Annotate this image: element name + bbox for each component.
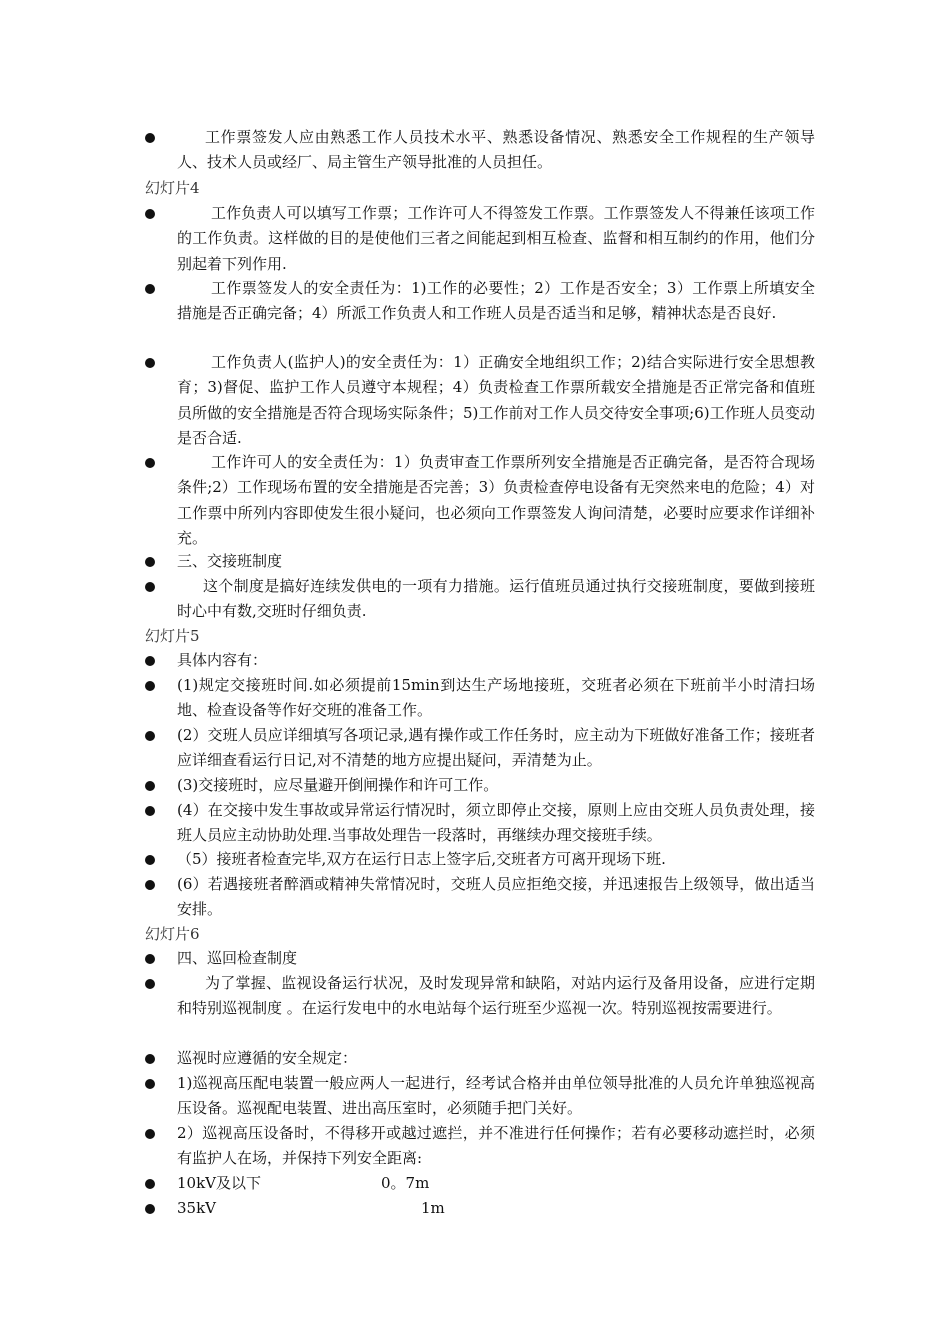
bullet-text: 工作票签发人应由熟悉工作人员技术水平、熟悉设备情况、熟悉安全工作规程的生产领导人、技术人员或经厂、局主管生产领导批准的人员担任。: [177, 128, 815, 172]
bullet-item: [145, 450, 815, 552]
bullet-text: 2）巡视高压设备时，不得移开或越过遮拦，并不准进行任何操作；若有必要移动遮拦时，必须有监护人在场，并保持下列安全距离:: [177, 1124, 815, 1168]
bullet-item: [145, 847, 815, 872]
slide-label: 幻灯片4: [145, 179, 200, 197]
distance-value: 1m: [421, 1199, 445, 1217]
bullet-item: [145, 350, 815, 452]
bullet-item: [145, 723, 815, 774]
bullet-dot-icon: [145, 781, 155, 791]
bullet-dot-icon: [145, 133, 155, 143]
bullet-item: [145, 872, 815, 923]
slide-label: 幻灯片5: [145, 627, 200, 645]
bullet-item: [145, 773, 815, 798]
bullet-text: 工作负责人可以填写工作票；工作许可人不得签发工作票。工作票签发人不得兼任该项工作的工作负责。这样做的目的是使他们三者之间能起到相互检查、监督和相互制约的作用，他们分别起着下列作用.: [177, 204, 815, 273]
bullet-dot-icon: [145, 209, 155, 219]
bullet-item: [145, 125, 815, 176]
bullet-text: 四、巡回检查制度: [177, 949, 298, 967]
bullet-dot-icon: [145, 855, 155, 865]
bullet-text: (6）若遇接班者醉酒或精神失常情况时，交班人员应拒绝交接，并迅速报告上级领导，做出适当安排。: [177, 875, 815, 919]
bullet-item: [145, 549, 815, 574]
bullet-item: [145, 1071, 815, 1122]
bullet-dot-icon: [145, 1204, 155, 1214]
bullet-item: [145, 574, 815, 625]
slide-label: 幻灯片6: [145, 925, 200, 943]
bullet-dot-icon: [145, 656, 155, 666]
bullet-item: [145, 201, 815, 277]
bullet-item: [145, 276, 815, 327]
bullet-dot-icon: [145, 979, 155, 989]
bullet-text: 工作票签发人的安全责任为：1)工作的必要性；2）工作是否安全；3）工作票上所填安全措施是否正确完备；4）所派工作负责人和工作班人员是否适当和足够，精神状态是否良好.: [177, 279, 815, 323]
bullet-dot-icon: [145, 1079, 155, 1089]
voltage-label: 10kV及以下: [177, 1174, 262, 1192]
bullet-text: (1)规定交接班时间.如必须提前15min到达生产场地接班，交班者必须在下班前半小时清扫场地、检查设备等作好交班的准备工作。: [177, 676, 815, 720]
bullet-text: 工作负责人(监护人)的安全责任为：1）正确安全地组织工作；2)结合实际进行安全思想教育；3)督促、监护工作人员遵守本规程；4）负责检查工作票所载安全措施是否正常完备和值班员所做的安全措施是否符合现场实际条件；5)工作前对工作人员交待安全事项;6)工作班人员变动是否合适.: [177, 353, 815, 448]
bullet-text: (3)交接班时，应尽量避开倒闸操作和许可工作。: [177, 776, 499, 794]
bullet-item: [145, 971, 815, 1022]
bullet-dot-icon: [145, 806, 155, 816]
bullet-dot-icon: [145, 954, 155, 964]
bullet-dot-icon: [145, 681, 155, 691]
bullet-dot-icon: [145, 1179, 155, 1189]
bullet-dot-icon: [145, 358, 155, 368]
distance-row: [145, 1171, 815, 1196]
bullet-item: [145, 673, 815, 724]
bullet-dot-icon: [145, 1054, 155, 1064]
bullet-dot-icon: [145, 582, 155, 592]
bullet-text: （5）接班者检查完毕,双方在运行日志上签字后,交班者方可离开现场下班.: [177, 850, 666, 868]
bullet-item: [145, 1046, 815, 1071]
bullet-text: 为了掌握、监视设备运行状况，及时发现异常和缺陷，对站内运行及备用设备，应进行定期和特别巡视制度 。在运行发电中的水电站每个运行班至少巡视一次。特别巡视按需要进行。: [177, 974, 815, 1018]
bullet-dot-icon: [145, 880, 155, 890]
bullet-text: 这个制度是搞好连续发供电的一项有力措施。运行值班员通过执行交接班制度，要做到接班时心中有数,交班时仔细负责.: [177, 577, 815, 621]
bullet-dot-icon: [145, 458, 155, 468]
bullet-text: (2）交班人员应详细填写各项记录,遇有操作或工作任务时，应主动为下班做好准备工作；接班者应详细查看运行日记,对不清楚的地方应提出疑问，弄清楚为止。: [177, 726, 815, 770]
bullet-dot-icon: [145, 284, 155, 294]
voltage-label: 35kV: [177, 1199, 217, 1217]
bullet-dot-icon: [145, 731, 155, 741]
bullet-item: [145, 1121, 815, 1172]
bullet-item: [145, 946, 815, 971]
bullet-dot-icon: [145, 1129, 155, 1139]
bullet-text: 工作许可人的安全责任为：1）负责审查工作票所列安全措施是否正确完备，是否符合现场条件;2）工作现场布置的安全措施是否完善；3）负责检查停电设备有无突然来电的危险；4）对工作票中所列内容即使发生很小疑问，也必须向工作票签发人询问清楚，必要时应要求作详细补充。: [177, 453, 815, 548]
bullet-text: 具体内容有：: [177, 651, 268, 669]
bullet-text: 1)巡视高压配电装置一般应两人一起进行，经考试合格并由单位领导批准的人员允许单独巡视高压设备。巡视配电装置、进出高压室时，必须随手把门关好。: [177, 1074, 815, 1118]
bullet-text: 巡视时应遵循的安全规定：: [177, 1049, 358, 1067]
bullet-text: 三、交接班制度: [177, 552, 283, 570]
bullet-dot-icon: [145, 557, 155, 567]
distance-value: 0。7m: [381, 1174, 430, 1192]
bullet-item: [145, 798, 815, 849]
bullet-text: (4）在交接中发生事故或异常运行情况时，须立即停止交接，原则上应由交班人员负责处理，接班人员应主动协助处理.当事故处理告一段落时，再继续办理交接班手续。: [177, 801, 815, 845]
distance-row: [145, 1196, 815, 1221]
bullet-item: [145, 648, 815, 673]
